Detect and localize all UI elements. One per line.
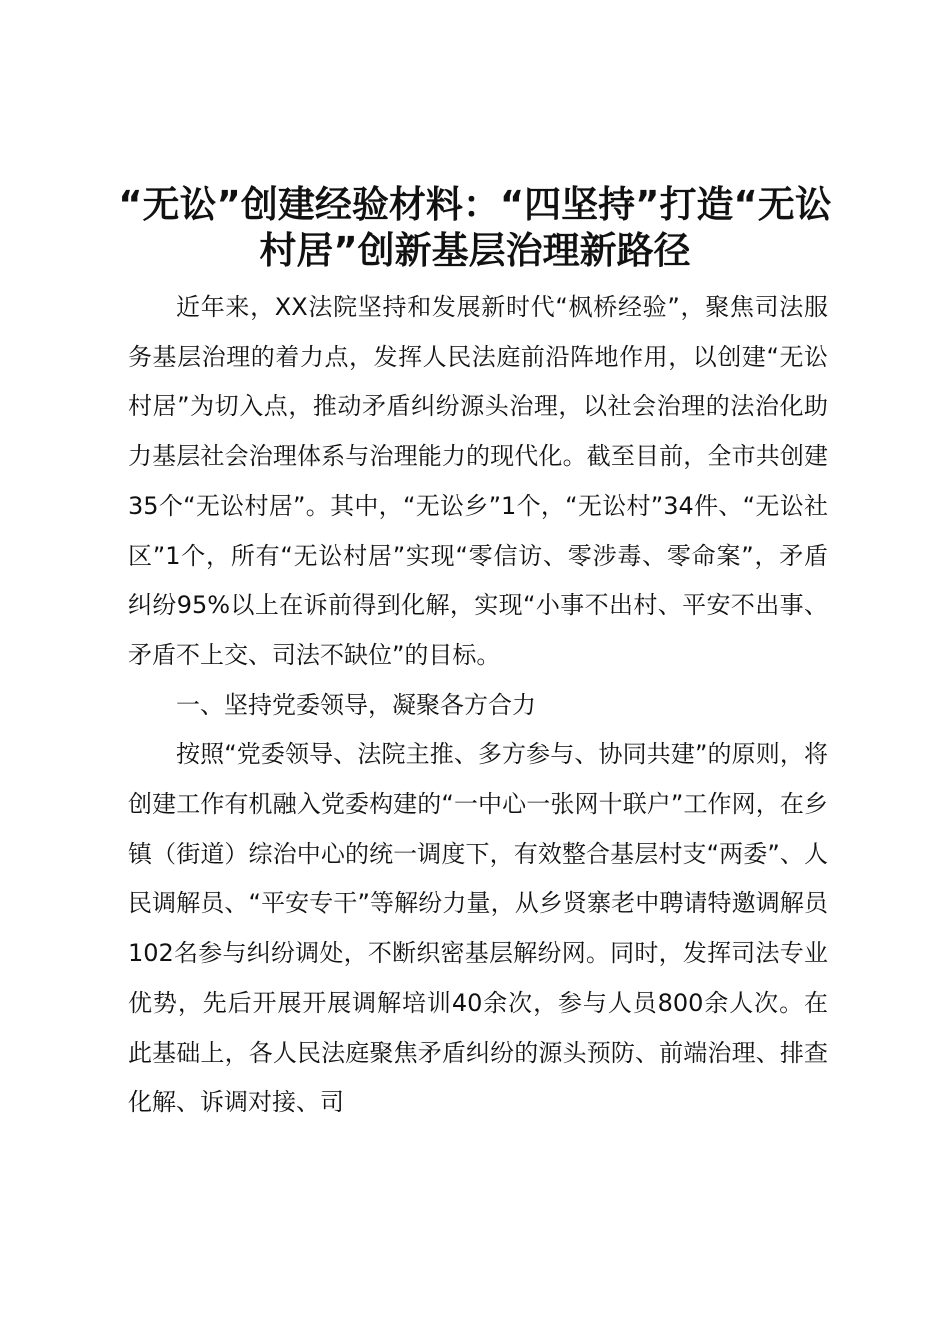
document-body [128, 283, 828, 1128]
intro-paragraph: 近年来，XX法院坚持和发展新时代“枫桥经验”，聚焦司法服务基层治理的着力点，发挥人民法庭前沿阵地作用，以创建“无讼村居”为切入点，推动矛盾纠纷源头治理，以社会治理的法治化助力基层社会治理体系与治理能力的现代化。截至目前，全市共创建35个“无讼村居”。其中，“无讼乡”1个，“无讼村”34件、“无讼社区”1个，所有“无讼村居”实现“零信访、零涉毒、零命案”，矛盾纠纷95%以上在诉前得到化解，实现“小事不出村、平安不出事、矛盾不上交、司法不缺位”的目标。 [128, 293, 828, 669]
section-heading: 一、坚持党委领导，凝聚各方合力 [176, 690, 536, 719]
section-paragraph: 按照“党委领导、法院主推、多方参与、协同共建”的原则，将创建工作有机融入党委构建的“一中心一张网十联户”工作网，在乡镇（街道）综治中心的统一调度下，有效整合基层村支“两委”、人民调解员、“平安专干”等解纷力量，从乡贤寨老中聘请特邀调解员102名参与纠纷调处，不断织密基层解纷网。同时，发挥司法专业优势，先后开展开展调解培训40余次，参与人员800余人次。在此基础上，各人民法庭聚焦矛盾纠纷的源头预防、前端治理、排查化解、诉调对接、司 [128, 740, 828, 1117]
document-title: “无讼”创建经验材料：“四坚持”打造“无讼村居”创新基层治理新路径 [118, 183, 832, 272]
